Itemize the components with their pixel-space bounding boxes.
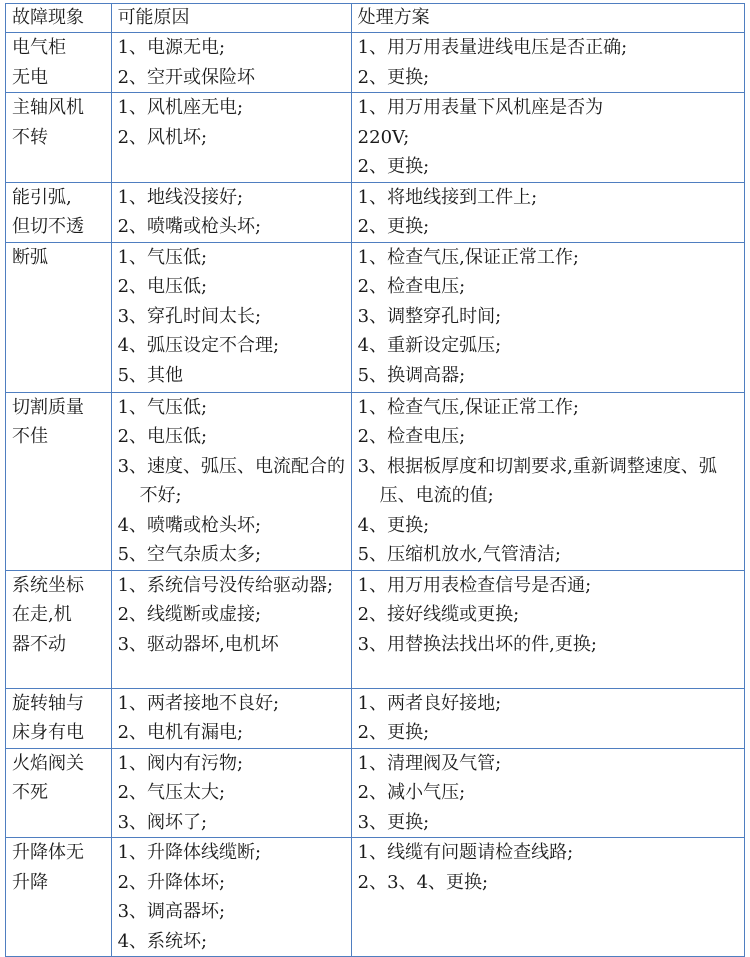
cause-line: 1、气压低; [117, 246, 208, 268]
table-body [6, 33, 745, 957]
table-row [6, 33, 745, 93]
table-row [6, 242, 745, 392]
cause-line: 4、喷嘴或枪头坏; [117, 514, 262, 536]
solution-line: 1、检查气压,保证正常工作; [357, 396, 579, 418]
solution-line: 1、将地线接到工件上; [357, 186, 538, 208]
symptom-line: 升降 [12, 871, 48, 893]
cause-line: 2、电机有漏电; [117, 722, 244, 743]
symptom-cell [6, 838, 112, 957]
solution-cell [351, 93, 744, 183]
solution-line: 1、用万用表量下风机座是否为 [357, 97, 604, 118]
cause-line: 5、空气杂质太多; [117, 544, 262, 565]
table-row [6, 93, 745, 183]
solution-line: 3、根据板厚度和切割要求,重新调整速度、弧压、电流的值; [357, 455, 717, 506]
symptom-cell [6, 242, 112, 392]
symptom-cell [6, 33, 112, 93]
solution-cell [351, 242, 744, 392]
cause-line: 3、速度、弧压、电流配合的不好; [117, 455, 346, 506]
solution-cell [351, 182, 744, 242]
table-row [6, 570, 745, 688]
cause-line: 3、阀坏了; [117, 811, 208, 833]
cause-line: 1、两者接地不良好; [117, 692, 280, 714]
solution-line: 3、调整穿孔时间; [357, 305, 502, 327]
cause-line: 2、线缆断或虚接; [117, 604, 262, 625]
cause-line: 1、气压低; [117, 396, 208, 418]
symptom-cell [6, 688, 112, 748]
cause-cell [111, 182, 351, 242]
cause-line: 2、电压低; [117, 426, 208, 447]
symptom-line: 电气柜 [12, 37, 66, 58]
cause-line: 1、阀内有污物; [117, 752, 244, 774]
cause-line: 3、穿孔时间太长; [117, 305, 262, 327]
symptom-line: 升降体无 [12, 842, 84, 863]
solution-cell [351, 748, 744, 838]
header-solution: 处理方案 [351, 4, 744, 33]
solution-line: 2、更换; [357, 216, 430, 237]
solution-cell [351, 688, 744, 748]
solution-line: 1、两者良好接地; [357, 692, 502, 714]
cause-line: 2、空开或保险坏 [117, 66, 256, 88]
solution-line: 1、用万用表检查信号是否通; [357, 574, 592, 596]
cause-line: 2、喷嘴或枪头坏; [117, 216, 262, 237]
symptom-line: 不死 [12, 782, 48, 803]
cause-line: 3、驱动器坏,电机坏 [117, 633, 279, 655]
solution-cell [351, 570, 744, 688]
cause-line: 2、电压低; [117, 276, 208, 297]
cause-line: 4、弧压设定不合理; [117, 335, 280, 356]
cause-cell [111, 392, 351, 570]
table-row [6, 392, 745, 570]
cause-cell [111, 242, 351, 392]
cause-cell [111, 748, 351, 838]
solution-line: 3、更换; [357, 811, 430, 833]
table-row [6, 688, 745, 748]
solution-line: 2、检查电压; [357, 276, 466, 297]
symptom-cell [6, 748, 112, 838]
solution-line: 5、换调高器; [357, 364, 466, 386]
symptom-line: 切割质量 [12, 396, 84, 418]
symptom-line: 火焰阀关 [12, 752, 84, 774]
header-row [6, 4, 745, 33]
symptom-line: 能引弧, [12, 186, 72, 208]
symptom-line: 无电 [12, 66, 48, 88]
symptom-cell [6, 93, 112, 183]
solution-line: 2、更换; [357, 722, 430, 743]
solution-cell [351, 392, 744, 570]
fault-table [5, 3, 745, 957]
cause-cell [111, 93, 351, 183]
symptom-cell [6, 392, 112, 570]
cause-line: 3、调高器坏; [117, 901, 226, 922]
solution-line: 2、3、4、更换; [357, 871, 489, 893]
solution-line: 2、减小气压; [357, 782, 466, 803]
table-row [6, 748, 745, 838]
cause-line: 1、风机座无电; [117, 97, 244, 118]
symptom-cell [6, 570, 112, 688]
cause-line: 2、风机坏; [117, 126, 208, 148]
table-row [6, 182, 745, 242]
cause-cell [111, 688, 351, 748]
header-cause: 可能原因 [111, 4, 351, 33]
cause-cell [111, 570, 351, 688]
symptom-line: 床身有电 [12, 722, 84, 743]
solution-line: 2、更换; [357, 156, 430, 177]
symptom-line: 系统坐标 [12, 574, 84, 596]
cause-line: 5、其他 [117, 364, 184, 386]
header-symptom: 故障现象 [6, 4, 112, 33]
cause-line: 1、系统信号没传给驱动器; [117, 574, 334, 596]
cause-cell [111, 838, 351, 957]
symptom-line: 断弧 [12, 246, 48, 268]
cause-cell [111, 33, 351, 93]
symptom-cell [6, 182, 112, 242]
cause-line: 1、升降体线缆断; [117, 842, 262, 863]
cause-line: 1、地线没接好; [117, 186, 244, 208]
cause-line: 2、升降体坏; [117, 871, 226, 893]
solution-line: 220V; [357, 126, 410, 148]
table-row [6, 838, 745, 957]
cause-line: 1、电源无电; [117, 37, 226, 58]
solution-cell [351, 838, 744, 957]
symptom-line: 不佳 [12, 426, 48, 447]
symptom-line: 旋转轴与 [12, 692, 84, 714]
solution-line: 1、清理阀及气管; [357, 752, 502, 774]
cause-line: 4、系统坏; [117, 930, 208, 952]
solution-line: 2、检查电压; [357, 426, 466, 447]
cause-line: 2、气压太大; [117, 782, 226, 803]
symptom-line: 不转 [12, 126, 48, 148]
solution-line: 1、线缆有问题请检查线路; [357, 842, 574, 863]
symptom-line: 主轴风机 [12, 97, 84, 118]
solution-cell [351, 33, 744, 93]
symptom-line: 器不动 [12, 633, 66, 655]
solution-line: 4、重新设定弧压; [357, 335, 502, 356]
solution-line: 2、更换; [357, 66, 430, 88]
solution-line: 5、压缩机放水,气管清洁; [357, 544, 561, 565]
symptom-line: 在走,机 [12, 604, 72, 625]
solution-line: 3、用替换法找出坏的件,更换; [357, 633, 597, 655]
solution-line: 4、更换; [357, 514, 430, 536]
solution-line: 1、检查气压,保证正常工作; [357, 246, 579, 268]
solution-line: 2、接好线缆或更换; [357, 604, 520, 625]
symptom-line: 但切不透 [12, 216, 84, 237]
solution-line: 1、用万用表量进线电压是否正确; [357, 37, 628, 58]
